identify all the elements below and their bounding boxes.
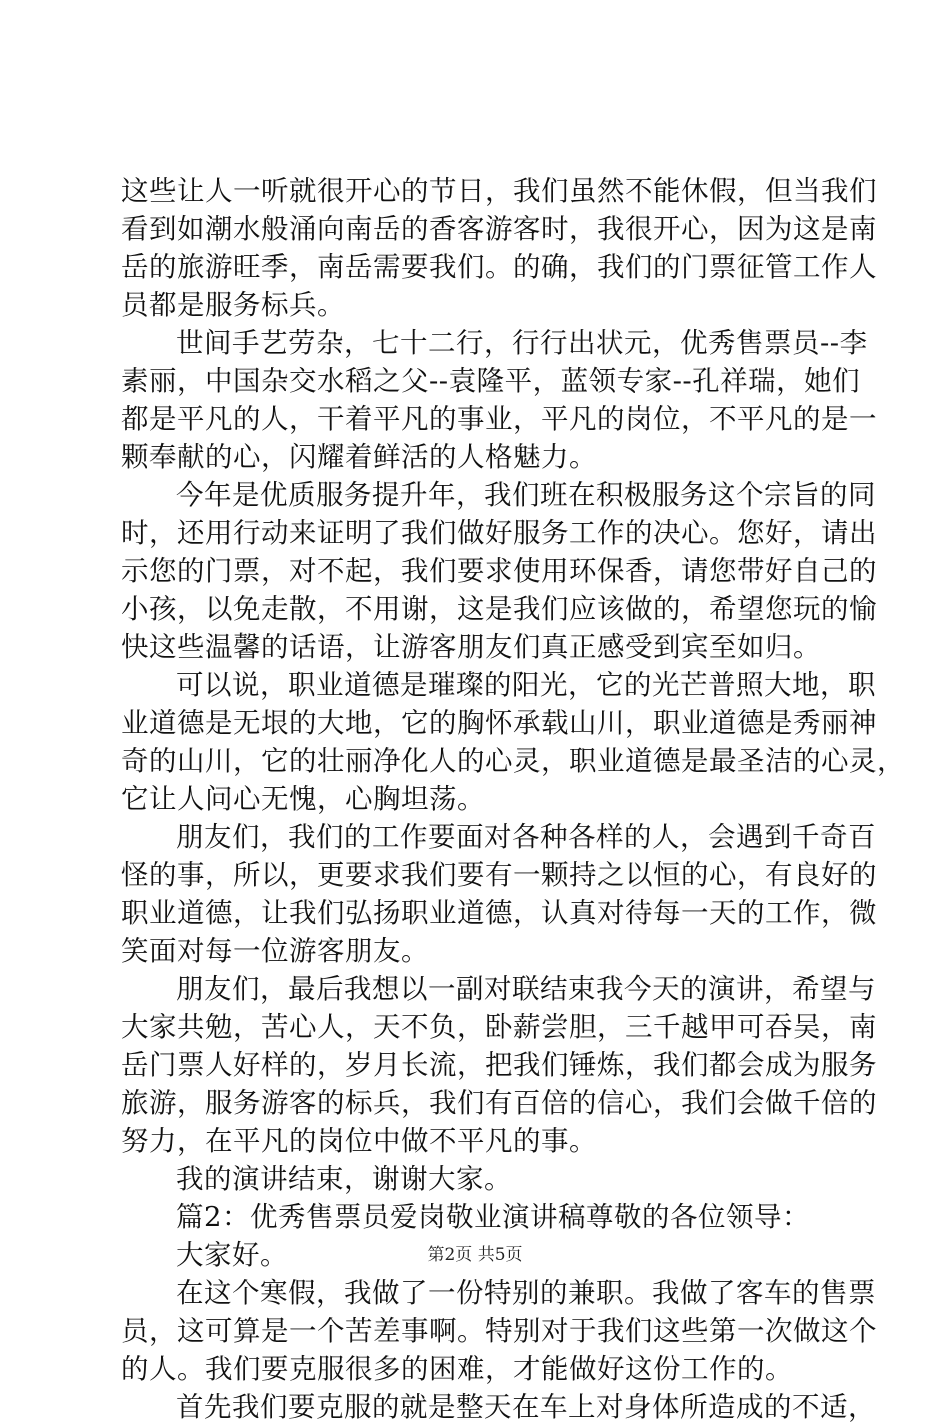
text-line-4: 员都是服务标兵。	[121, 289, 345, 321]
text-line-11: 示您的门票，对不起，我们要求使用环保香，请您带好自己的	[121, 555, 877, 587]
text-line-12: 小孩，以免走散，不用谢，这是我们应该做的，希望您玩的愉	[121, 593, 877, 625]
text-line-8: 颗奉献的心，闪耀着鲜活的人格魅力。	[121, 441, 597, 473]
text-line-17: 它让人问心无愧，心胸坦荡。	[121, 783, 485, 815]
text-line-1: 这些让人一听就很开心的节日，我们虽然不能休假，但当我们	[121, 175, 877, 207]
text-line-13: 快这些温馨的话语，让游客朋友们真正感受到宾至如归。	[121, 631, 821, 663]
text-line-10: 时，还用行动来证明了我们做好服务工作的决心。您好，请出	[121, 517, 877, 549]
text-line-30: 在这个寒假，我做了一份特别的兼职。我做了客车的售票	[176, 1277, 876, 1309]
text-line-9: 今年是优质服务提升年，我们班在积极服务这个宗旨的同	[176, 479, 876, 511]
text-line-31: 员，这可算是一个苦差事啊。特别对于我们这些第一次做这个	[121, 1315, 877, 1347]
text-line-2: 看到如潮水般涌向南岳的香客游客时，我很开心，因为这是南	[121, 213, 877, 245]
text-line-16: 奇的山川，它的壮丽净化人的心灵，职业道德是最圣洁的心灵，	[121, 745, 905, 777]
text-line-23: 大家共勉，苦心人，天不负，卧薪尝胆，三千越甲可吞吴，南	[121, 1011, 877, 1043]
text-line-5: 世间手艺劳杂，七十二行，行行出状元，优秀售票员--李	[176, 327, 868, 359]
text-line-19: 怪的事，所以，更要求我们要有一颗持之以恒的心，有良好的	[121, 859, 877, 891]
text-line-14: 可以说，职业道德是璀璨的阳光，它的光芒普照大地，职	[176, 669, 876, 701]
text-line-28: 篇2：优秀售票员爱岗敬业演讲稿尊敬的各位领导：	[176, 1201, 810, 1233]
text-line-27: 我的演讲结束，谢谢大家。	[176, 1163, 512, 1195]
text-line-15: 业道德是无垠的大地，它的胸怀承载山川，职业道德是秀丽神	[121, 707, 877, 739]
text-line-6: 素丽，中国杂交水稻之父--袁隆平，蓝领专家--孔祥瑞，她们	[121, 365, 861, 397]
text-line-18: 朋友们，我们的工作要面对各种各样的人，会遇到千奇百	[176, 821, 876, 853]
text-line-25: 旅游，服务游客的标兵，我们有百倍的信心，我们会做千倍的	[121, 1087, 877, 1119]
text-line-26: 努力，在平凡的岗位中做不平凡的事。	[121, 1125, 597, 1157]
text-line-29: 大家好。	[176, 1239, 288, 1271]
text-line-3: 岳的旅游旺季，南岳需要我们。的确，我们的门票征管工作人	[121, 251, 877, 283]
text-line-33: 首先我们要克服的就是整天在车上对身体所造成的不适，	[176, 1391, 876, 1423]
text-line-7: 都是平凡的人，干着平凡的事业，平凡的岗位，不平凡的是一	[121, 403, 877, 435]
text-line-32: 的人。我们要克服很多的困难，才能做好这份工作的。	[121, 1353, 793, 1385]
page-number-footer: 第2页 共5页	[427, 1245, 523, 1265]
text-line-20: 职业道德，让我们弘扬职业道德，认真对待每一天的工作，微	[121, 897, 877, 929]
text-line-24: 岳门票人好样的，岁月长流，把我们锤炼，我们都会成为服务	[121, 1049, 877, 1081]
text-line-22: 朋友们，最后我想以一副对联结束我今天的演讲，希望与	[176, 973, 876, 1005]
text-line-21: 笑面对每一位游客朋友。	[121, 935, 429, 967]
